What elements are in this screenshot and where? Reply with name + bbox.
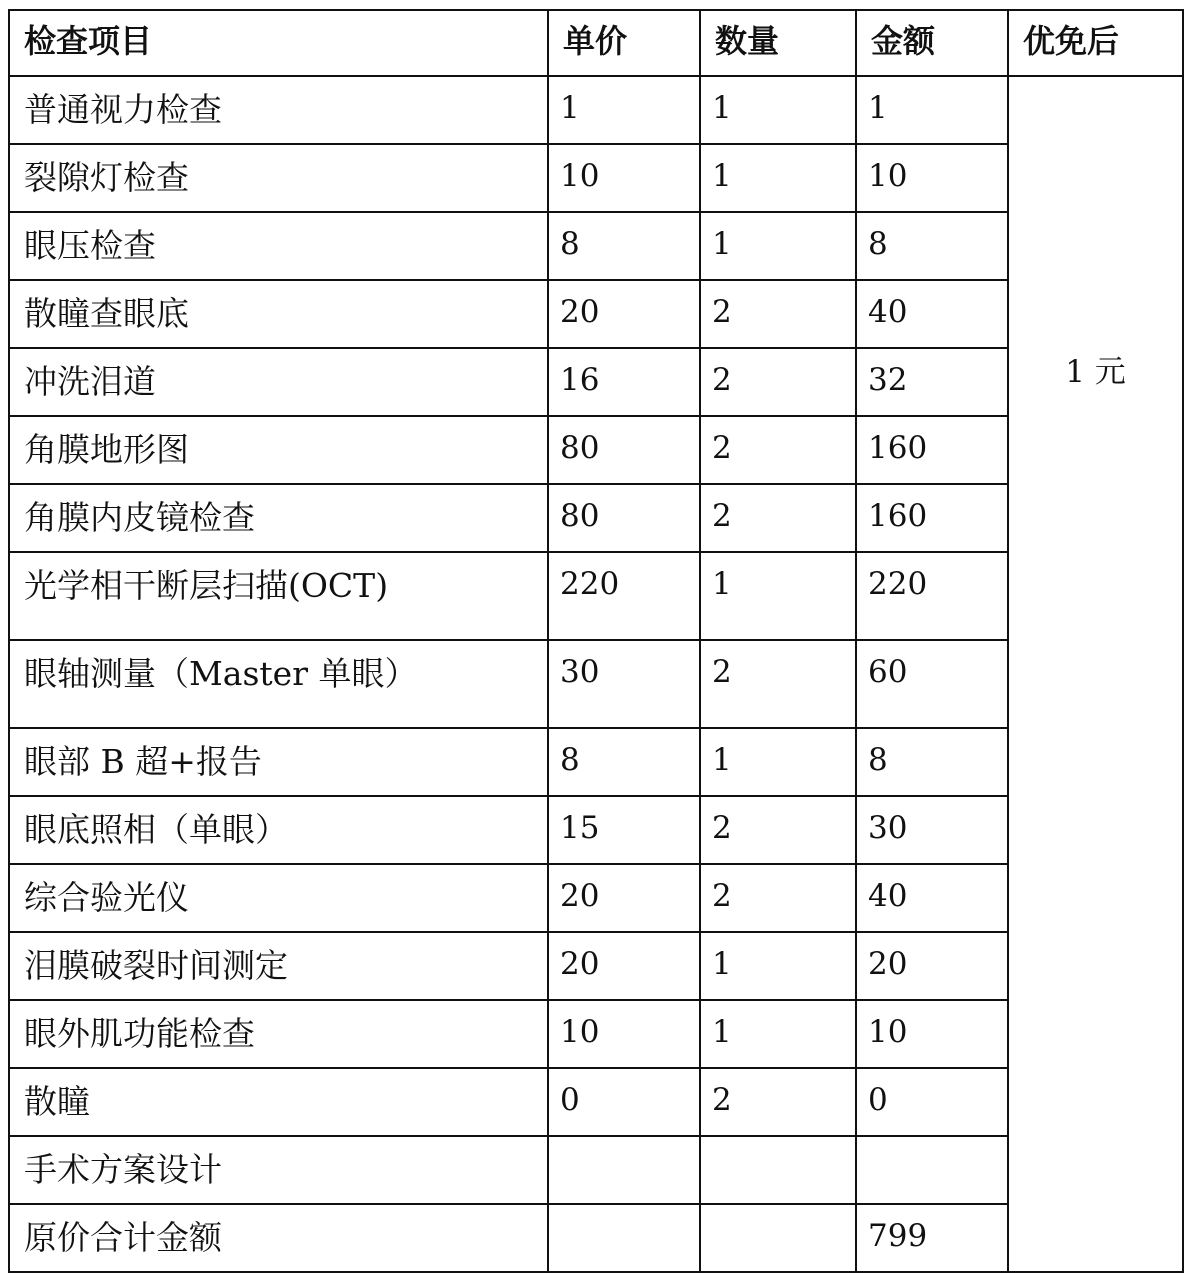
table-row [9, 348, 1183, 416]
total-amount: 799 [856, 1204, 1008, 1272]
exam-fee-table [8, 9, 1184, 1273]
unit-price: 8 [548, 212, 700, 280]
amount: 40 [856, 864, 1008, 932]
quantity: 1 [700, 144, 856, 212]
table-row [9, 280, 1183, 348]
quantity: 2 [700, 416, 856, 484]
item-name: 角膜内皮镜检查 [9, 484, 548, 552]
unit-price [548, 1136, 700, 1204]
amount: 160 [856, 416, 1008, 484]
unit-price: 20 [548, 864, 700, 932]
amount: 20 [856, 932, 1008, 1000]
item-name: 散瞳查眼底 [9, 280, 548, 348]
quantity: 2 [700, 796, 856, 864]
amount: 0 [856, 1068, 1008, 1136]
amount: 32 [856, 348, 1008, 416]
amount: 40 [856, 280, 1008, 348]
unit-price: 30 [548, 640, 700, 728]
unit-price: 80 [548, 484, 700, 552]
unit-price: 80 [548, 416, 700, 484]
table-row [9, 416, 1183, 484]
amount: 10 [856, 1000, 1008, 1068]
amount: 160 [856, 484, 1008, 552]
table-row [9, 1000, 1183, 1068]
quantity: 2 [700, 640, 856, 728]
table-header-row [9, 10, 1183, 76]
table-row [9, 1068, 1183, 1136]
unit-price: 16 [548, 348, 700, 416]
quantity: 1 [700, 728, 856, 796]
amount: 60 [856, 640, 1008, 728]
header-discounted: 优免后 [1008, 10, 1183, 76]
unit-price: 20 [548, 280, 700, 348]
item-name: 角膜地形图 [9, 416, 548, 484]
quantity: 2 [700, 864, 856, 932]
table-row [9, 640, 1183, 728]
amount: 8 [856, 212, 1008, 280]
item-name: 光学相干断层扫描(OCT) [9, 552, 548, 640]
item-name: 泪膜破裂时间测定 [9, 932, 548, 1000]
table-row [9, 552, 1183, 640]
unit-price: 20 [548, 932, 700, 1000]
quantity: 2 [700, 484, 856, 552]
unit-price: 8 [548, 728, 700, 796]
unit-price [548, 1204, 700, 1272]
item-name: 散瞳 [9, 1068, 548, 1136]
amount: 10 [856, 144, 1008, 212]
amount: 220 [856, 552, 1008, 640]
quantity [700, 1204, 856, 1272]
item-name: 冲洗泪道 [9, 348, 548, 416]
amount: 30 [856, 796, 1008, 864]
header-amount: 金额 [856, 10, 1008, 76]
item-name: 眼部 B 超+报告 [9, 728, 548, 796]
table-row [9, 484, 1183, 552]
unit-price: 10 [548, 1000, 700, 1068]
item-name: 裂隙灯检查 [9, 144, 548, 212]
quantity: 1 [700, 1000, 856, 1068]
quantity: 2 [700, 348, 856, 416]
unit-price: 220 [548, 552, 700, 640]
table-row [9, 212, 1183, 280]
table-row [9, 76, 1183, 144]
item-name: 手术方案设计 [9, 1136, 548, 1204]
amount [856, 1136, 1008, 1204]
quantity: 1 [700, 76, 856, 144]
table-row [9, 144, 1183, 212]
quantity: 2 [700, 280, 856, 348]
unit-price: 0 [548, 1068, 700, 1136]
item-name: 眼压检查 [9, 212, 548, 280]
table-row [9, 1136, 1183, 1204]
unit-price: 15 [548, 796, 700, 864]
item-name: 普通视力检查 [9, 76, 548, 144]
amount: 1 [856, 76, 1008, 144]
item-name: 原价合计金额 [9, 1204, 548, 1272]
amount: 8 [856, 728, 1008, 796]
header-quantity: 数量 [700, 10, 856, 76]
unit-price: 1 [548, 76, 700, 144]
item-name: 眼轴测量（Master 单眼） [9, 640, 548, 728]
quantity: 1 [700, 932, 856, 1000]
header-item: 检查项目 [9, 10, 548, 76]
unit-price: 10 [548, 144, 700, 212]
quantity: 1 [700, 552, 856, 640]
table-row [9, 796, 1183, 864]
table-row [9, 864, 1183, 932]
quantity [700, 1136, 856, 1204]
item-name: 综合验光仪 [9, 864, 548, 932]
header-unit-price: 单价 [548, 10, 700, 76]
table-row [9, 728, 1183, 796]
total-row [9, 1204, 1183, 1272]
discounted-price: 1 元 [1008, 76, 1183, 1272]
table-row [9, 932, 1183, 1000]
quantity: 1 [700, 212, 856, 280]
quantity: 2 [700, 1068, 856, 1136]
item-name: 眼底照相（单眼） [9, 796, 548, 864]
item-name: 眼外肌功能检查 [9, 1000, 548, 1068]
